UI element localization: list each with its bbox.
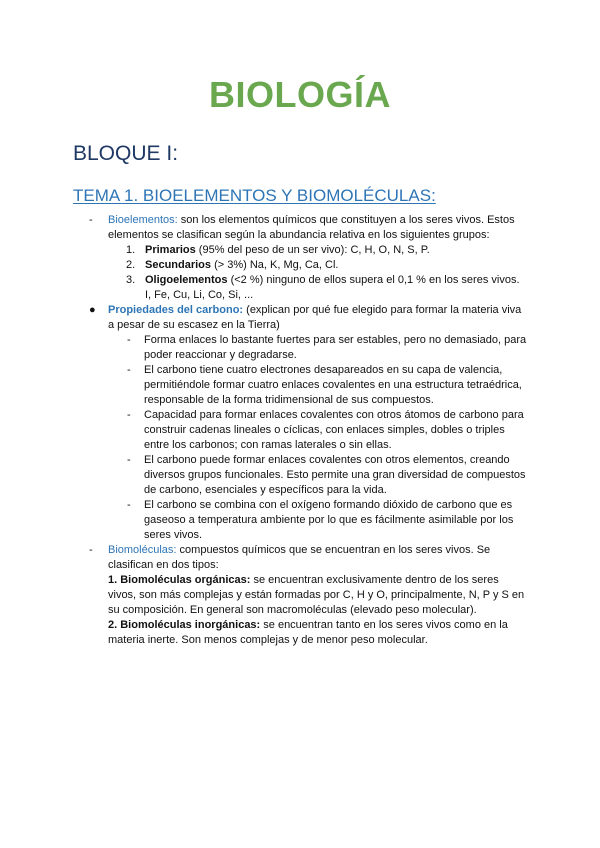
dash-marker: - — [89, 214, 93, 226]
item-text: (> 3%) Na, K, Mg, Ca, Cl. — [211, 259, 339, 271]
dash-marker: - — [127, 334, 131, 346]
document-body — [0, 213, 600, 648]
dash-marker: - — [127, 454, 131, 466]
sub-list-item — [127, 453, 527, 498]
item-text: Capacidad para formar enlaces covalentes con otros átomos de carbono para construir cadenas lineales o cíclicas, con enlaces simples, dobles o triples entre los carbonos; con ramas laterales o sin ellas. — [144, 409, 524, 451]
sub-list-item — [127, 333, 527, 363]
organic-label: 1. Biomoléculas orgánicas: — [108, 574, 251, 586]
item-label: Secundarios — [145, 259, 212, 271]
bullet-marker: ● — [89, 304, 96, 316]
item-text: El carbono tiene cuatro electrones desapareados en su capa de valencia, permitiéndole formar cuatro enlaces covalentes en una estructura tetraédrica, responsable de la forma tridimensional de sus compuestos. — [144, 364, 522, 406]
numbered-item — [126, 243, 525, 258]
document-title: BIOLOGÍA — [209, 74, 391, 115]
definition-text: compuestos químicos que se encuentran en los seres vivos. Se clasifican en dos tipos: — [108, 544, 491, 571]
inorganic-biomolecules-paragraph — [108, 618, 525, 648]
item-number: 3. — [126, 274, 136, 286]
sub-list-item — [127, 498, 527, 543]
sub-list-item — [127, 363, 527, 408]
dash-marker: - — [127, 499, 131, 511]
item-text: (95% del peso de un ser vivo): C, H, O, N, S, P. — [195, 244, 430, 256]
inorganic-text: se encuentran tanto en los seres vivos como en la materia inerte. Son menos complejas y de menor peso molecular. — [108, 619, 508, 646]
list-item-biomoleculas — [89, 543, 525, 573]
list-item-propiedades — [89, 303, 525, 333]
term-biomoleculas: Biomoléculas: — [108, 544, 177, 556]
block-heading: BLOQUE I: — [73, 142, 179, 165]
dash-marker: - — [127, 409, 131, 421]
item-text: (<2 %) ninguno de ellos supera el 0,1 % en los seres vivos. I, Fe, Cu, Li, Co, Si, ... — [145, 274, 520, 301]
list-item-bioelementos — [89, 213, 525, 243]
item-number: 1. — [126, 244, 136, 256]
organic-biomolecules-paragraph — [108, 573, 525, 618]
definition-text: (explican por qué fue elegido para formar la materia viva a pesar de su escasez en la Tierra) — [108, 304, 522, 331]
topic-heading: TEMA 1. BIOELEMENTOS Y BIOMOLÉCULAS: — [73, 186, 436, 205]
sub-list-item — [127, 408, 527, 453]
item-label: Oligoelementos — [145, 274, 228, 286]
item-label: Primarios — [145, 244, 196, 256]
term-propiedades: Propiedades del carbono: — [108, 304, 244, 316]
dash-marker: - — [127, 364, 131, 376]
inorganic-label: 2. Biomoléculas inorgánicas: — [108, 619, 261, 631]
item-text: Forma enlaces lo bastante fuertes para ser estables, pero no demasiado, para poder reaccionar y degradarse. — [144, 334, 527, 361]
item-text: El carbono puede formar enlaces covalentes con otros elementos, creando diversos grupos funcionales. Esto permite una gran diversidad de compuestos de carbono, esenciales y específicos para la vida. — [144, 454, 526, 496]
item-text: El carbono se combina con el oxígeno formando dióxido de carbono que es gaseoso a temperatura ambiente por lo que es fácilmente asimilable por los seres vivos. — [144, 499, 514, 541]
dash-marker: - — [89, 544, 93, 556]
definition-text: son los elementos químicos que constituyen a los seres vivos. Estos elementos se clasifican según la abundancia relativa en los siguientes grupos: — [108, 214, 515, 241]
item-number: 2. — [126, 259, 136, 271]
numbered-item — [126, 258, 525, 273]
organic-text: se encuentran exclusivamente dentro de los seres vivos, son más complejas y están formadas por C, H y O, principalmente, N, P y S en su composición. En general son macromoléculas (elevado peso molecular). — [108, 574, 525, 616]
numbered-item — [126, 273, 525, 303]
term-bioelementos: Bioelementos: — [108, 214, 178, 226]
